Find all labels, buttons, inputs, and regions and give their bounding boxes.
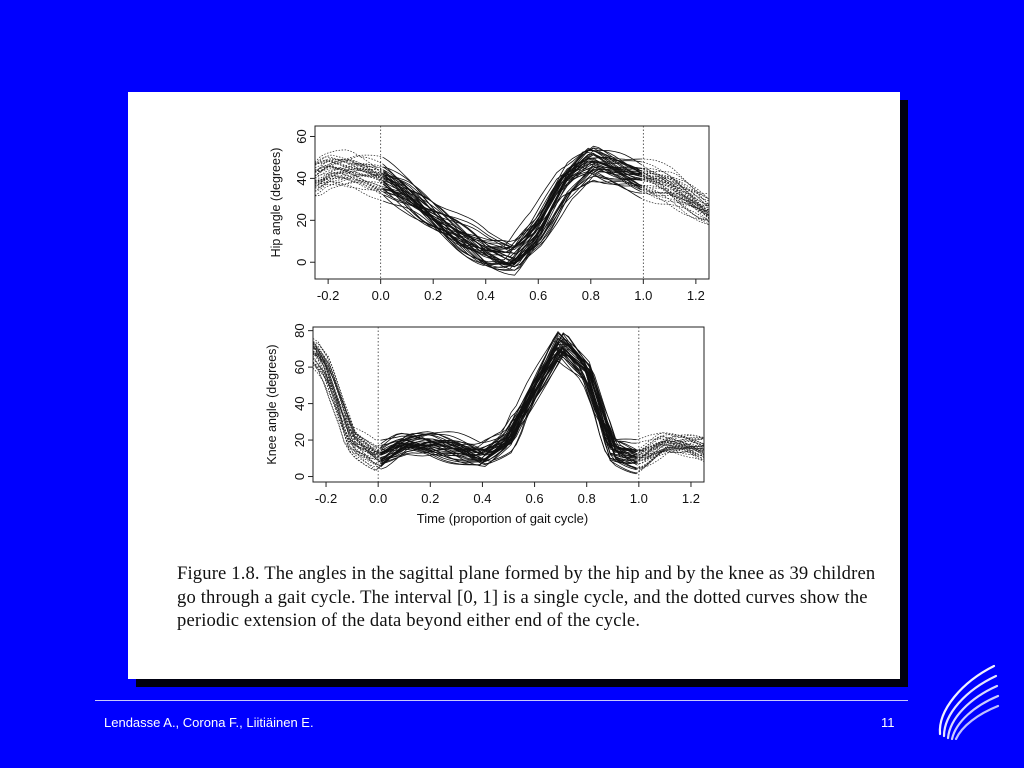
knee-curve-extension <box>313 354 381 458</box>
figure-panel <box>128 92 900 679</box>
hip-ytick-label: 0 <box>294 258 309 266</box>
knee-y-axis-label: Knee angle (degrees) <box>265 344 279 465</box>
knee-ytick-label: 60 <box>292 359 307 375</box>
hip-xtick-label: 1.0 <box>634 288 653 303</box>
hip-xtick-label: 1.2 <box>686 288 705 303</box>
footer-authors: Lendasse A., Corona F., Liitiäinen E. <box>104 715 314 730</box>
hip-xtick-label: 0.2 <box>424 288 443 303</box>
hip-curve-extension <box>315 150 383 174</box>
hip-curve <box>383 171 640 260</box>
knee-xtick-label: 0.6 <box>525 491 544 506</box>
hip-ytick-label: 20 <box>294 213 309 228</box>
knee-xtick-label: 0.8 <box>577 491 596 506</box>
knee-curve-extension <box>313 368 381 446</box>
knee-curve-extension <box>313 363 381 459</box>
hip-ytick-label: 40 <box>294 171 309 186</box>
knee-x-axis-label: Time (proportion of gait cycle) <box>416 511 589 526</box>
hip-plot-frame <box>315 126 709 279</box>
hip-ytick-label: 60 <box>294 129 309 144</box>
knee-xtick-label: 1.2 <box>681 491 701 506</box>
knee-curve-extension <box>313 344 381 459</box>
knee-ytick-label: 40 <box>292 396 307 411</box>
hip-curve-extension <box>315 182 383 201</box>
footer-divider <box>95 700 908 701</box>
hip-curve <box>383 173 640 266</box>
swoosh-logo-icon <box>932 660 1002 740</box>
hip-curves <box>315 146 709 275</box>
hip-y-axis-label: Hip angle (degrees) <box>269 147 283 258</box>
knee-ytick-label: 0 <box>292 472 307 481</box>
knee-curve-extension <box>313 365 381 453</box>
hip-xtick-label: 0.8 <box>581 288 600 303</box>
hip-xtick-label: -0.2 <box>316 288 340 303</box>
hip-curve <box>383 163 640 266</box>
knee-curve-extension <box>313 343 381 463</box>
knee-curves <box>313 332 704 474</box>
knee-xtick-label: -0.2 <box>314 491 338 506</box>
page-number: 11 <box>881 715 895 730</box>
knee-curve-extension <box>313 362 381 459</box>
knee-angle-chart <box>265 323 704 526</box>
knee-ytick-label: 80 <box>292 323 307 338</box>
hip-xtick-label: 0.4 <box>476 288 495 303</box>
hip-curve-extension <box>315 173 383 192</box>
hip-angle-chart <box>269 126 709 303</box>
gait-plots <box>128 92 900 547</box>
hip-curve-extension <box>315 168 383 184</box>
hip-curve-extension <box>315 179 383 196</box>
hip-curve-extension <box>315 180 383 196</box>
hip-curve-extension <box>641 186 709 214</box>
knee-xtick-label: 0.4 <box>473 491 492 506</box>
knee-curve-extension <box>313 352 381 449</box>
knee-curve-extension <box>313 352 381 454</box>
knee-xtick-label: 1.0 <box>629 491 648 506</box>
knee-curve-extension <box>313 351 381 455</box>
hip-curve <box>383 171 640 265</box>
knee-curve-extension <box>313 352 381 454</box>
knee-curve-extension <box>313 351 381 467</box>
figure-caption: Figure 1.8. The angles in the sagittal plane formed by the hip and by the knee as 39 children go through a gait cycle. The interval [0, 1] is a single cycle, and the dotted curves show the periodic extension of the data beyond either end of the cycle. <box>177 563 876 631</box>
knee-curve-extension <box>313 353 381 454</box>
hip-xtick-label: 0.0 <box>371 288 390 303</box>
knee-curve-extension <box>636 441 704 462</box>
knee-curve-extension <box>636 441 704 463</box>
hip-curve <box>383 161 640 268</box>
knee-xtick-label: 0.2 <box>421 491 440 506</box>
knee-curve-extension <box>313 356 381 449</box>
hip-xtick-label: 0.6 <box>529 288 548 303</box>
knee-xtick-label: 0.0 <box>369 491 388 506</box>
knee-ytick-label: 20 <box>292 432 307 448</box>
